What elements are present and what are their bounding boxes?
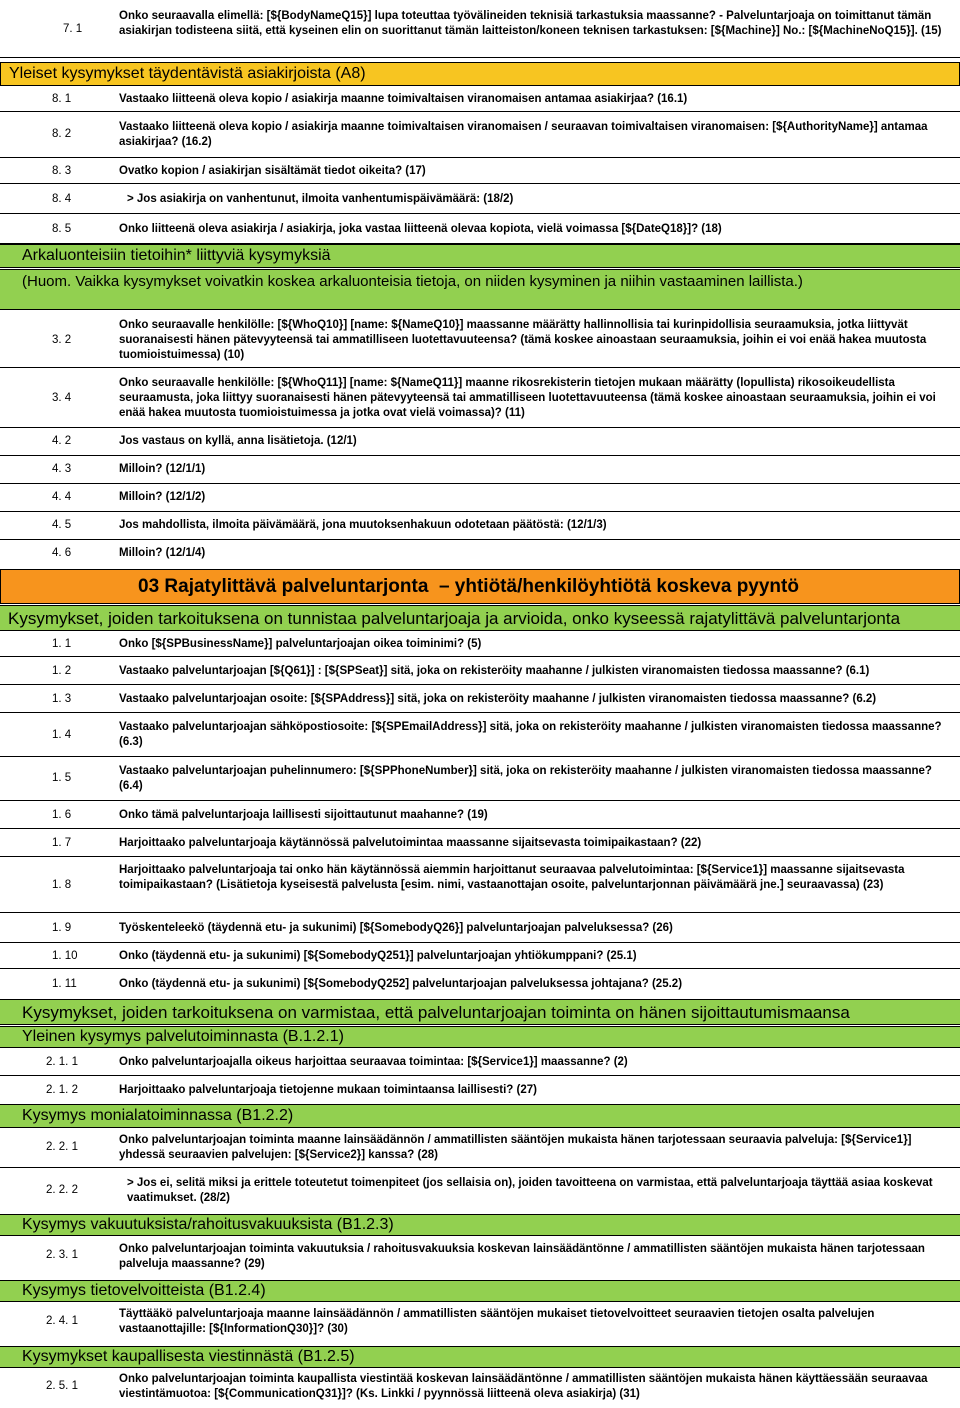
section-header-rajatylittava: 03 Rajatylittävä palveluntarjonta – yhtiötä/henkilöyhtiötä koskeva pyyntö [0,569,960,604]
question-row [0,1128,960,1168]
section-header-tietovelvoitteista: Kysymys tietovelvoitteista (B1.2.4) [0,1280,960,1302]
question-text: Onko liitteenä oleva asiakirja / asiakirja, joka vastaa liitteenä olevaa kopiota, vielä voimassa [${DateQ18}]? (18) [119,223,722,235]
question-text: Jos vastaus on kyllä, anna lisätietoja. (12/1) [119,435,357,447]
question-text: Milloin? (12/1/4) [119,547,206,559]
question-row [0,1168,960,1214]
question-text: Jos mahdollista, ilmoita päivämäärä, jona muutoksenhakuun odotetaan päätöstä: (12/1/3) [119,519,607,531]
question-text: Vastaako palveluntarjoajan sähköpostiosoite: [${SPEmailAddress}] sitä, joka on rekisteröity maahanne / julkisten viranomaisten tiedossa maassanne? (6.3) [119,721,942,748]
question-number: 2. 1. 1 [46,1056,78,1068]
question-row [0,456,960,484]
question-number: 2. 2. 2 [46,1184,78,1196]
question-number: 1. 3 [52,693,72,705]
question-row [0,214,960,244]
question-row [0,685,960,713]
question-number: 8. 3 [52,165,72,177]
question-row [0,1368,960,1408]
question-row [0,1076,960,1104]
question-row [0,1236,960,1280]
question-number: 1. 5 [52,772,72,784]
question-text: Onko seuraavalle henkilölle: [${WhoQ11}] [name: ${NameQ11}] maanne rikosrekisterin tietojen mukaan määrätty (lopullista) rikosoikeudellista seuraamusta, joka liittyy suoranaisesti hänen pätevyyteensä tai ammatilliseen luotettavuuteensa (tämä koskee ainoastaan seuraamuksia, joihin ei voi enää hakea muutosta tuomioistuimessa ja jotka ovat vielä voimassa)? (11) [119,377,936,419]
question-text: Onko (täydennä etu- ja sukunimi) [${SomebodyQ251}] palveluntarjoajan yhtiökumppani? (25.1) [119,950,637,962]
question-text: Työskenteleekö (täydennä etu- ja sukunimi) [${SomebodyQ26}] palveluntarjoajan palveluksessa? (26) [119,922,673,934]
question-number: 8. 1 [52,93,72,105]
question-row [0,969,960,999]
question-row [0,1048,960,1076]
question-number: 2. 3. 1 [46,1249,78,1261]
question-text: > Jos ei, selitä miksi ja erittele toteutetut toimenpiteet (jos sellaisia on), joiden tavoitteena on varmistaa, että palveluntarjoaja täyttää asiaa koskevat vaatimukset. (28/2) [127,1177,933,1204]
section-note-huom: (Huom. Vaikka kysymykset voivatkin koskea arkaluonteisia tietoja, on niiden kysyminen ja niihin vastaaminen laillista.) [0,269,960,310]
question-row [0,428,960,456]
question-text: Onko (täydennä etu- ja sukunimi) [${SomebodyQ252] palveluntarjoajan palveluksessa johtajana? (25.2) [119,978,683,990]
question-text: Onko palveluntarjoajan toiminta vakuutuksia / rahoitusvakuuksia koskevan lainsäädäntönne / ammatillisten sääntöjen mukaista hänen tarjotessaan palveluja maassanne? (29) [119,1243,925,1270]
question-text: Vastaako palveluntarjoajan puhelinnumero: [${SPPhoneNumber}] sitä, joka on rekisteröity maahanne / julkisten viranomaisten tiedossa maassanne? (6.4) [119,765,932,792]
question-text: Vastaako palveluntarjoajan osoite: [${SPAddress}] sitä, joka on rekisteröity maahanne / julkisten viranomaisten tiedossa maassanne? (6.2) [119,693,877,705]
question-row [0,368,960,428]
question-number: 1. 7 [52,837,72,849]
section-header-vakuutuksista: Kysymys vakuutuksista/rahoitusvakuuksista (B1.2.3) [0,1214,960,1236]
question-number: 4. 5 [52,519,72,531]
section-header-monialatoiminnassa: Kysymys monialatoiminnassa (B1.2.2) [0,1104,960,1128]
question-text: Ovatko kopion / asiakirjan sisältämät tiedot oikeita? (17) [119,165,426,177]
question-row [0,484,960,512]
section-header-tunnistaa: Kysymykset, joiden tarkoituksena on tunnistaa palveluntarjoaja ja arvioida, onko kyseessä rajatylittävä palveluntarjonta [0,605,960,631]
section-header-yleiset: Yleiset kysymykset täydentävistä asiakirjoista (A8) [0,62,960,86]
question-number: 1. 6 [52,809,72,821]
question-row [0,757,960,801]
question-text: > Jos asiakirja on vanhentunut, ilmoita vanhentumispäivämäärä: (18/2) [127,193,514,205]
question-number: 2. 4. 1 [46,1315,78,1327]
question-text: Milloin? (12/1/2) [119,491,206,503]
section-header-varmistaa: Kysymykset, joiden tarkoituksena on varmistaa, että palveluntarjoajan toiminta on hänen sijoittautumismaansa [0,999,960,1025]
question-number: 8. 5 [52,223,72,235]
question-text: Täyttääkö palveluntarjoaja maanne lainsäädännön / ammatillisten sääntöjen mukaiset tietovelvoitteet seuraavien tietojen osalta palvelujen vastaanottajille: [${InformationQ30}]? (30) [119,1308,875,1335]
question-number: 3. 2 [52,334,72,346]
question-text: Onko seuraavalle henkilölle: [${WhoQ10}] [name: ${NameQ10}] maassanne määrätty hallinnollisia tai kurinpidollisia seuraamuksia, jotka liittyvät suoranaisesti hänen pätevyyteensä tai ammatilliseen luotettavuuteensa? (tämä koskee ainoastaan seuraamuksia, joihin ei voi enää hakea muutosta tuomioistuimessa) (10) [119,319,927,361]
question-text: Onko palveluntarjoajan toiminta kaupallista viestintää koskevan lainsäädäntönne / ammatillisten sääntöjen mukaista hänen käyttäessään seuraavaa viestintämuotoa: [${CommunicationQ31}]? (Ks. Linkki / pyynnössä liitteenä oleva asiakirja) (31) [119,1373,928,1400]
question-row [0,88,960,112]
question-row [0,631,960,657]
question-row [0,540,960,568]
question-number: 2. 5. 1 [46,1380,78,1392]
question-number: 4. 3 [52,463,72,475]
question-number: 1. 4 [52,729,72,741]
question-number: 4. 6 [52,547,72,559]
question-number: 1. 9 [52,922,72,934]
question-text: Onko seuraavalla elimellä: [${BodyNameQ15}] lupa toteuttaa työvälineiden teknisiä tarkastuksia maassanne? - Palveluntarjoaja on toimittanut tämän asiakirjan todisteena siitä, että kyseinen elin on suorittanut tämän laitteiston/koneen teknisen tarkastuksen: [${Machine}] No.: [${MachineNoQ15}]. (15) [119,10,942,37]
question-text: Harjoittaako palveluntarjoaja tietojenne mukaan toimintaansa laillisesti? (27) [119,1084,537,1096]
question-row [0,1302,960,1346]
question-number: 4. 4 [52,491,72,503]
question-number: 1. 11 [52,978,77,990]
question-number: 2. 1. 2 [46,1084,78,1096]
question-number: 1. 8 [52,879,72,891]
section-header-yleinen: Yleinen kysymys palvelutoiminnasta (B.1.2.1) [0,1026,960,1048]
question-text: Vastaako palveluntarjoajan [${Q61}] : [${SPSeat}] sitä, joka on rekisteröity maahanne / julkisten viranomaisten tiedossa maassanne? (6.1) [119,665,870,677]
question-text: Harjoittaako palveluntarjoaja käytännössä palvelutoimintaa maassanne sijaitsevasta toimipaikastaan? (22) [119,837,702,849]
question-row [0,657,960,685]
question-row [0,184,960,214]
question-row [0,713,960,757]
question-text: Harjoittaako palveluntarjoaja tai onko hän käytännössä aiemmin harjoittanut seuraavaa palvelutoimintaa: [${Service1}] maassanne sijaitsevasta toimipaikastaan? (Lisätietoja kyseisestä palvelusta [esim. nimi, vastaanottajan osoite, palveluntarjonnan päivämäärä jne.] seuraavassa) (23) [119,864,905,891]
question-text: Onko tämä palveluntarjoaja laillisesti sijoittautunut maahanne? (19) [119,809,488,821]
question-text: Onko [${SPBusinessName}] palveluntarjoajan oikea toiminimi? (5) [119,638,482,650]
question-number: 1. 10 [52,950,78,962]
question-text: Onko palveluntarjoajalla oikeus harjoittaa seuraavaa toimintaa: [${Service1}] maassanne? (2) [119,1056,628,1068]
question-text: Milloin? (12/1/1) [119,463,206,475]
section-header-kaupallisesta: Kysymykset kaupallisesta viestinnästä (B1.2.5) [0,1346,960,1368]
question-number: 8. 2 [52,128,72,140]
question-number: 2. 2. 1 [46,1141,78,1153]
question-text: Onko palveluntarjoajan toiminta maanne lainsäädännön / ammatillisten sääntöjen mukaista hänen tarjotessaan seuraavia palveluja: [${Service1}] yhdessä seuraavien palvelujen: [${Service2}] kanssa? (28) [119,1134,912,1161]
question-number: 1. 1 [52,638,72,650]
question-number: 8. 4 [52,193,72,205]
question-row [0,829,960,857]
question-number: 4. 2 [52,435,72,447]
question-row [0,158,960,184]
question-row [0,857,960,913]
question-text: Vastaako liitteenä oleva kopio / asiakirja maanne toimivaltaisen viranomaisen antamaa asiakirjaa? (16.1) [119,93,688,105]
question-row [0,312,960,368]
question-number: 7. 1 [63,23,83,35]
question-row [0,112,960,158]
question-row [0,512,960,540]
question-number: 3. 4 [52,392,72,404]
question-row [0,913,960,943]
question-row [0,943,960,969]
question-row [0,801,960,829]
section-header-arkaluonteisiin: Arkaluonteisiin tietoihin* liittyviä kysymyksiä [0,244,960,268]
question-number: 1. 2 [52,665,72,677]
question-text: Vastaako liitteenä oleva kopio / asiakirja maanne toimivaltaisen viranomaisen / seuraavan toimivaltaisen viranomaisen: [${AuthorityName}] antamaa asiakirjaa? (16.2) [119,121,928,148]
question-row [0,0,960,58]
